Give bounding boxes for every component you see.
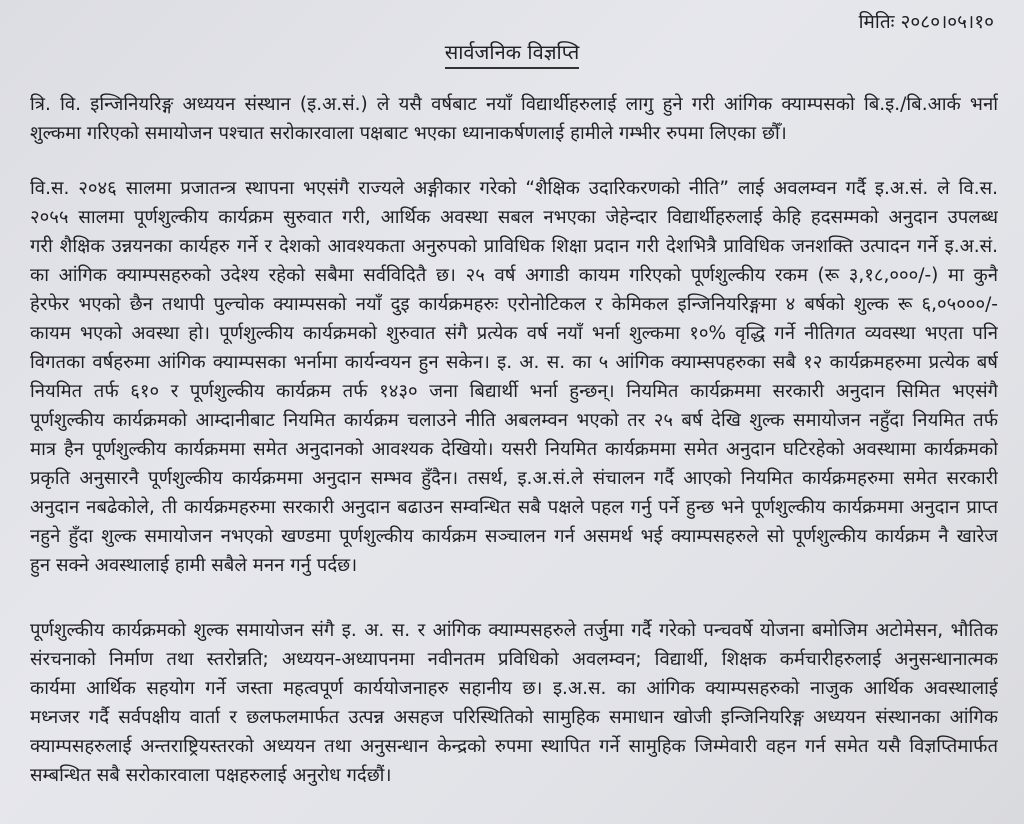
- text-line: कायम भएको अवस्था हो। पूर्णशुल्कीय कार्यक्रमको शुरुवात संगै प्रत्येक वर्ष नयाँ भर्ना शुल्कमा १०% वृद्धि गर्ने नीतिगत व्यवस्था भएता पनि: [30, 323, 998, 344]
- text-line: हुन सक्ने अवस्थालाई हामी सबैले मनन गर्नु पर्दछ।: [30, 555, 358, 576]
- text-line: नियमित तर्फ ६१० र पूर्णशुल्कीय कार्यक्रम तर्फ १४३० जना बिद्यार्थी भर्ना हुन्छन्। नियमित कार्यक्रममा सरकारी अनुदान सिमित भएसंगै: [30, 381, 998, 402]
- paragraph-1: [30, 90, 998, 148]
- text-line: वि.स. २०४६ सालमा प्रजातन्त्र स्थापना भएसंगै राज्यले अङ्गीकार गरेको “शैक्षिक उदारिकरणको नीति” लाई अवलम्वन गर्दै इ.अ.सं. ले वि.स.: [30, 178, 998, 199]
- text-line: नहुने हुँदा शुल्क समायोजन नभएको खण्डमा पूर्णशुल्कीय कार्यक्रम सञ्चालन गर्न असमर्थ भई क्याम्पसहरुले सो पूर्णशुल्कीय कार्यक्रम नै खारेज: [30, 526, 998, 547]
- text-line: मात्र हैन पूर्णशुल्कीय कार्यक्रममा समेत अनुदानको आवश्यक देखियो। यसरी नियमित कार्यक्रममा समेत अनुदान घटिरहेको अवस्थामा कार्यक्रमको: [30, 439, 998, 460]
- title-text: सार्वजनिक विज्ञप्ति: [445, 40, 580, 69]
- text-line: विगतका वर्षहरुमा आंगिक क्याम्पसका भर्नामा कार्यन्वयन हुन सकेन। इ. अ. स. का ५ आंगिक क्याम्सपहरुका सबै १२ कार्यक्रमहरुमा प्रत्येक बर्ष: [30, 352, 998, 373]
- page-title: [0, 38, 1024, 65]
- notice-date: मितिः २०८०।०५।१०: [858, 11, 994, 33]
- paragraph-2: [30, 174, 998, 580]
- text-line: का आंगिक क्याम्पसहरुको उदेश्य रहेको सबैमा सर्वविदितै छ। २५ वर्ष अगाडी कायम गरिएको पूर्णशुल्कीय रकम (रू ३,१८,०००/-) मा कुनै: [30, 265, 998, 286]
- text-line: संरचनाको निर्माण तथा स्तरोन्नति; अध्ययन-अध्यापनमा नवीनतम प्रविधिको अवलम्वन; विद्यार्थी, शिक्षक कर्मचारीहरुलाई अनुसन्धानात्मक: [30, 649, 998, 670]
- text-line: शुल्कमा गरिएको समायोजन पश्चात सरोकारवाला पक्षबाट भएका ध्यानाकर्षणलाई हामीले गम्भीर रुपमा लिएका छौँ।: [30, 123, 787, 144]
- text-line: पूर्णशुल्कीय कार्यक्रमको शुल्क समायोजन संगै इ. अ. स. र आंगिक क्याम्पसहरुले तर्जुमा गर्दै गरेको पन्चवर्षे योजना बमोजिम अटोमेसन, भौतिक: [30, 620, 998, 641]
- text-line: पूर्णशुल्कीय कार्यक्रमको आम्दानीबाट नियमित कार्यक्रम चलाउने नीति अबलम्वन भएको तर २५ बर्ष देखि शुल्क समायोजन नहुँदा नियमित तर्फ: [30, 410, 998, 431]
- text-line: सम्बन्धित सबै सरोकारवाला पक्षहरुलाई अनुरोध गर्दछौं।: [30, 765, 392, 786]
- text-line: मध्नजर गर्दै सर्वपक्षीय वार्ता र छलफलमार्फत उत्पन्न असहज परिस्थितिको सामुहिक समाधान खोजी इन्जिनियरिङ्ग अध्ययन संस्थानका आंगिक: [30, 707, 998, 728]
- text-line: २०५५ सालमा पूर्णशुल्कीय कार्यक्रम सुरुवात गरी, आर्थिक अवस्था सबल नभएका जेहेन्दार विद्यार्थीहरुलाई केहि हदसम्मको अनुदान उपलब्ध: [30, 207, 998, 228]
- text-line: कार्यमा आर्थिक सहयोग गर्ने जस्ता महत्वपूर्ण कार्ययोजनाहरु सहानीय छ। इ.अ.स. का आंगिक क्याम्पसहरुको नाजुक आर्थिक अवस्थालाई: [30, 678, 998, 699]
- text-line: हेरफेर भएको छैन तथापी पुल्चोक क्याम्पसको नयाँ दुइ कार्यक्रमहरुः एरोनोटिकल र केमिकल इन्जिनियरिङ्गमा ४ बर्षको शुल्क रू ६,०५०००/-: [30, 294, 998, 315]
- text-line: गरी शैक्षिक उन्नयनका कार्यहरु गर्ने र देशको आवश्यकता अनुरुपको प्राविधिक शिक्षा प्रदान गरी देशभित्रै प्राविधिक जनशक्ति उत्पादन गर्ने इ.अ.सं.: [30, 236, 998, 257]
- text-line: त्रि. वि. इन्जिनियरिङ्ग अध्ययन संस्थान (इ.अ.सं.) ले यसै वर्षबाट नयाँ विद्यार्थीहरुलाई लागु हुने गरी आंगिक क्याम्पसको बि.इ./बि.आर्क भर्ना: [30, 94, 998, 115]
- text-line: प्रकृति अनुसारनै पूर्णशुल्कीय कार्यक्रममा अनुदान सम्भव हुँदैन। तसर्थ, इ.अ.सं.ले संचालन गर्दै आएको नियमित कार्यक्रमहरुमा समेत सरकारी: [30, 468, 998, 489]
- paragraph-3: [30, 616, 998, 790]
- text-line: अनुदान नबढेकोले, ती कार्यक्रमहरुमा सरकारी अनुदान बढाउन सम्वन्धित सबै पक्षले पहल गर्नु पर्ने हुन्छ भने पूर्णशुल्कीय कार्यक्रममा अनुदान प्राप्त: [30, 497, 998, 518]
- text-line: क्याम्पसहरुलाई अन्तराष्ट्रियस्तरको अध्ययन तथा अनुसन्धान केन्द्रको रुपमा स्थापित गर्ने सामुहिक जिम्मेवारी वहन गर्न समेत यसै विज्ञप्तिमार्फत: [30, 736, 998, 757]
